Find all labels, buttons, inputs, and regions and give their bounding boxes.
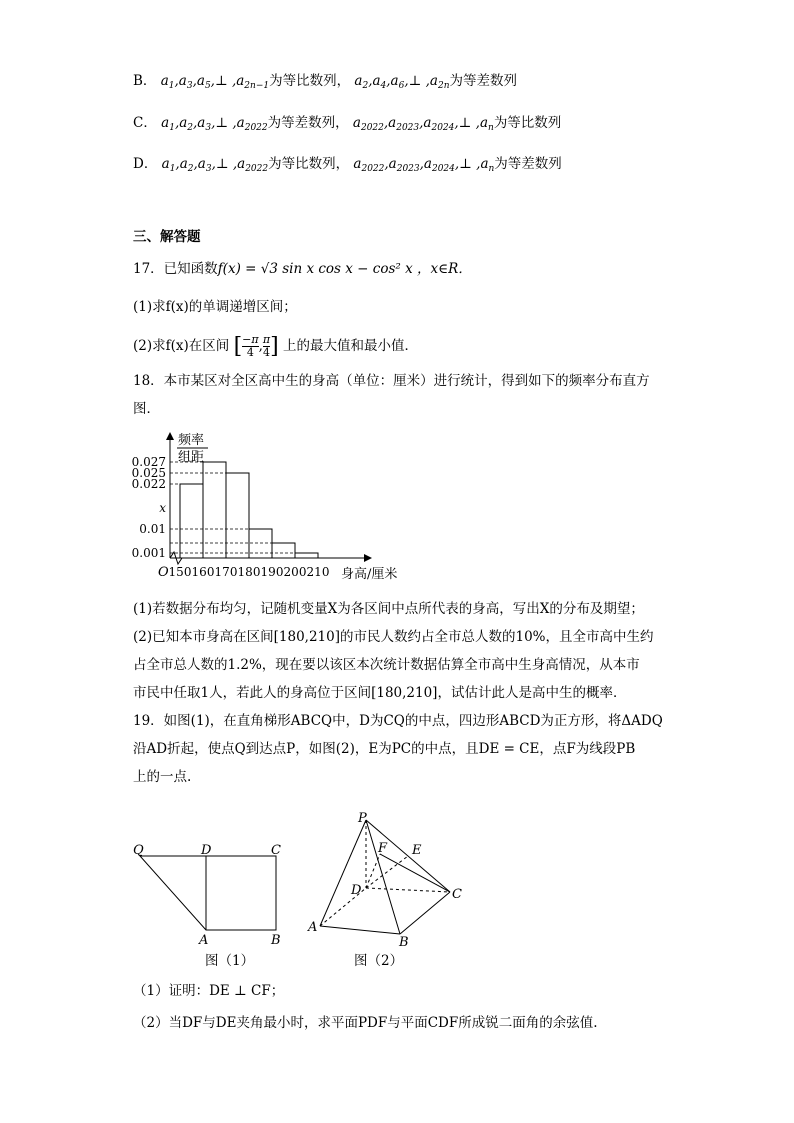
svg-text:D: D: [201, 843, 212, 858]
option-c: C． $a_1,a_2,a_3,\perp$ $,a_{2022}$为等差数列， $a_{2022},a_{2023},a_{2024},\perp$ $,a_n$为等比数列: [133, 115, 562, 133]
x-tick-label: 200: [283, 565, 307, 579]
q19-stem-line3: 上的一点.: [133, 769, 192, 785]
histogram-chart: [130, 430, 430, 585]
y-tick-label: 0.025: [131, 466, 166, 480]
figure-1-trapezoid: [130, 838, 300, 948]
x-tick-label: 160: [191, 565, 215, 579]
q18-part2-line1: (2)已知本市身高在区间[180,210]的市民人数约占全市总人数的10%，且全市高中生约: [133, 629, 654, 645]
q18-stem-line2: 图．: [133, 401, 160, 417]
x-axis-arrow: [364, 554, 372, 562]
q19-stem-line2: 沿AD折起，使点Q到达点P，如图(2)，E为PC的中点，且DE = CE，点F为线段PB: [133, 741, 636, 757]
x-tick-label: 210: [306, 565, 330, 579]
histogram-bar: [226, 473, 249, 558]
x-tick-label: 180: [237, 565, 261, 579]
q18-part2-line3: 市民中任取1人，若此人的身高位于区间[180,210]，试估计此人是高中生的概率．: [133, 685, 627, 701]
y-tick-label: 0.001: [131, 546, 166, 560]
x-axis-label: 身高/厘米: [341, 567, 398, 582]
svg-text:E: E: [412, 843, 422, 858]
y-axis-arrow: [166, 432, 174, 440]
histogram-bar: [249, 529, 272, 558]
ylabel-bottom: 组距: [178, 450, 205, 465]
x-tick-label: 150: [168, 565, 192, 579]
figure-1-caption: 图（1）: [205, 953, 255, 969]
histogram-bar: [203, 462, 226, 558]
svg-text:A: A: [199, 933, 209, 948]
q19-part1: （1）证明：DE ⊥ CF；: [133, 983, 285, 999]
q17-part2: (2)求f(x)在区间 [ $\frac{-\pi}{4}$ , $\frac{\pi}{4}$ ] 上的最大值和最小值．: [133, 333, 419, 359]
option-d: D． $a_1,a_2,a_3,\perp$ $,a_{2022}$为等比数列， $a_{2022},a_{2023},a_{2024},\perp$ $,a_n$为等差数列: [133, 156, 562, 174]
x-tick-label: 190: [260, 565, 284, 579]
y-tick-labels: [132, 455, 167, 560]
svg-text:A: A: [308, 920, 318, 935]
y-tick-label: 0.01: [139, 522, 166, 536]
q18-stem-line1: 18．本市某区对全区高中生的身高（单位：厘米）进行统计，得到如下的频率分布直方: [133, 373, 650, 389]
svg-text:C: C: [452, 887, 462, 902]
x-tick-labels: [169, 565, 330, 579]
section-title: 三、解答题: [133, 229, 201, 245]
histogram-bar: [272, 543, 295, 558]
q18-part1: (1)若数据分布均匀，记随机变量X为各区间中点所代表的身高，写出X的分布及期望；: [133, 601, 644, 617]
figure-2-pyramid: [300, 808, 470, 948]
q18-part2-line2: 占全市总人数的1.2%，现在要以该区本次统计数据估算全市高中生身高情况，从本市: [133, 657, 640, 673]
q19-stem-line1: 19．如图(1)，在直角梯形ABCQ中，D为CQ的中点，四边形ABCD为正方形，将ΔADQ: [133, 713, 663, 729]
ylabel-top: 频率: [178, 433, 205, 448]
figure-2-caption: 图（2）: [354, 953, 404, 969]
histogram-bars: [180, 462, 318, 558]
y-tick-label: x: [159, 501, 166, 515]
histogram-bar: [295, 553, 318, 558]
svg-text:B: B: [271, 933, 281, 948]
svg-text:F: F: [378, 841, 388, 856]
x-tick-label: 170: [214, 565, 238, 579]
guide-lines: [170, 462, 295, 553]
svg-text:C: C: [271, 843, 281, 858]
svg-text:D: D: [351, 883, 362, 898]
q17-part1: (1)求f(x)的单调递增区间；: [133, 299, 297, 315]
svg-text:B: B: [399, 935, 409, 948]
svg-text:Q: Q: [133, 843, 144, 858]
svg-text:P: P: [358, 811, 367, 826]
origin-label: O: [158, 565, 169, 580]
option-b: B． $a_1,a_3,a_5,\perp$ $,a_{2n-1}$为等比数列， $a_2,a_4,a_6,\perp$ $,a_{2n}$为等差数列: [133, 73, 517, 91]
y-tick-label: 0.022: [131, 477, 166, 491]
q19-part2: （2）当DF与DE夹角最小时，求平面PDF与平面CDF所成锐二面角的余弦值.: [133, 1015, 598, 1031]
q17-stem: 17．已知函数f(x) = √3 sin x cos x − cos² x ，x∈R．: [133, 261, 472, 277]
histogram-bar: [180, 484, 203, 558]
y-tick-label: 0.027: [131, 455, 166, 469]
